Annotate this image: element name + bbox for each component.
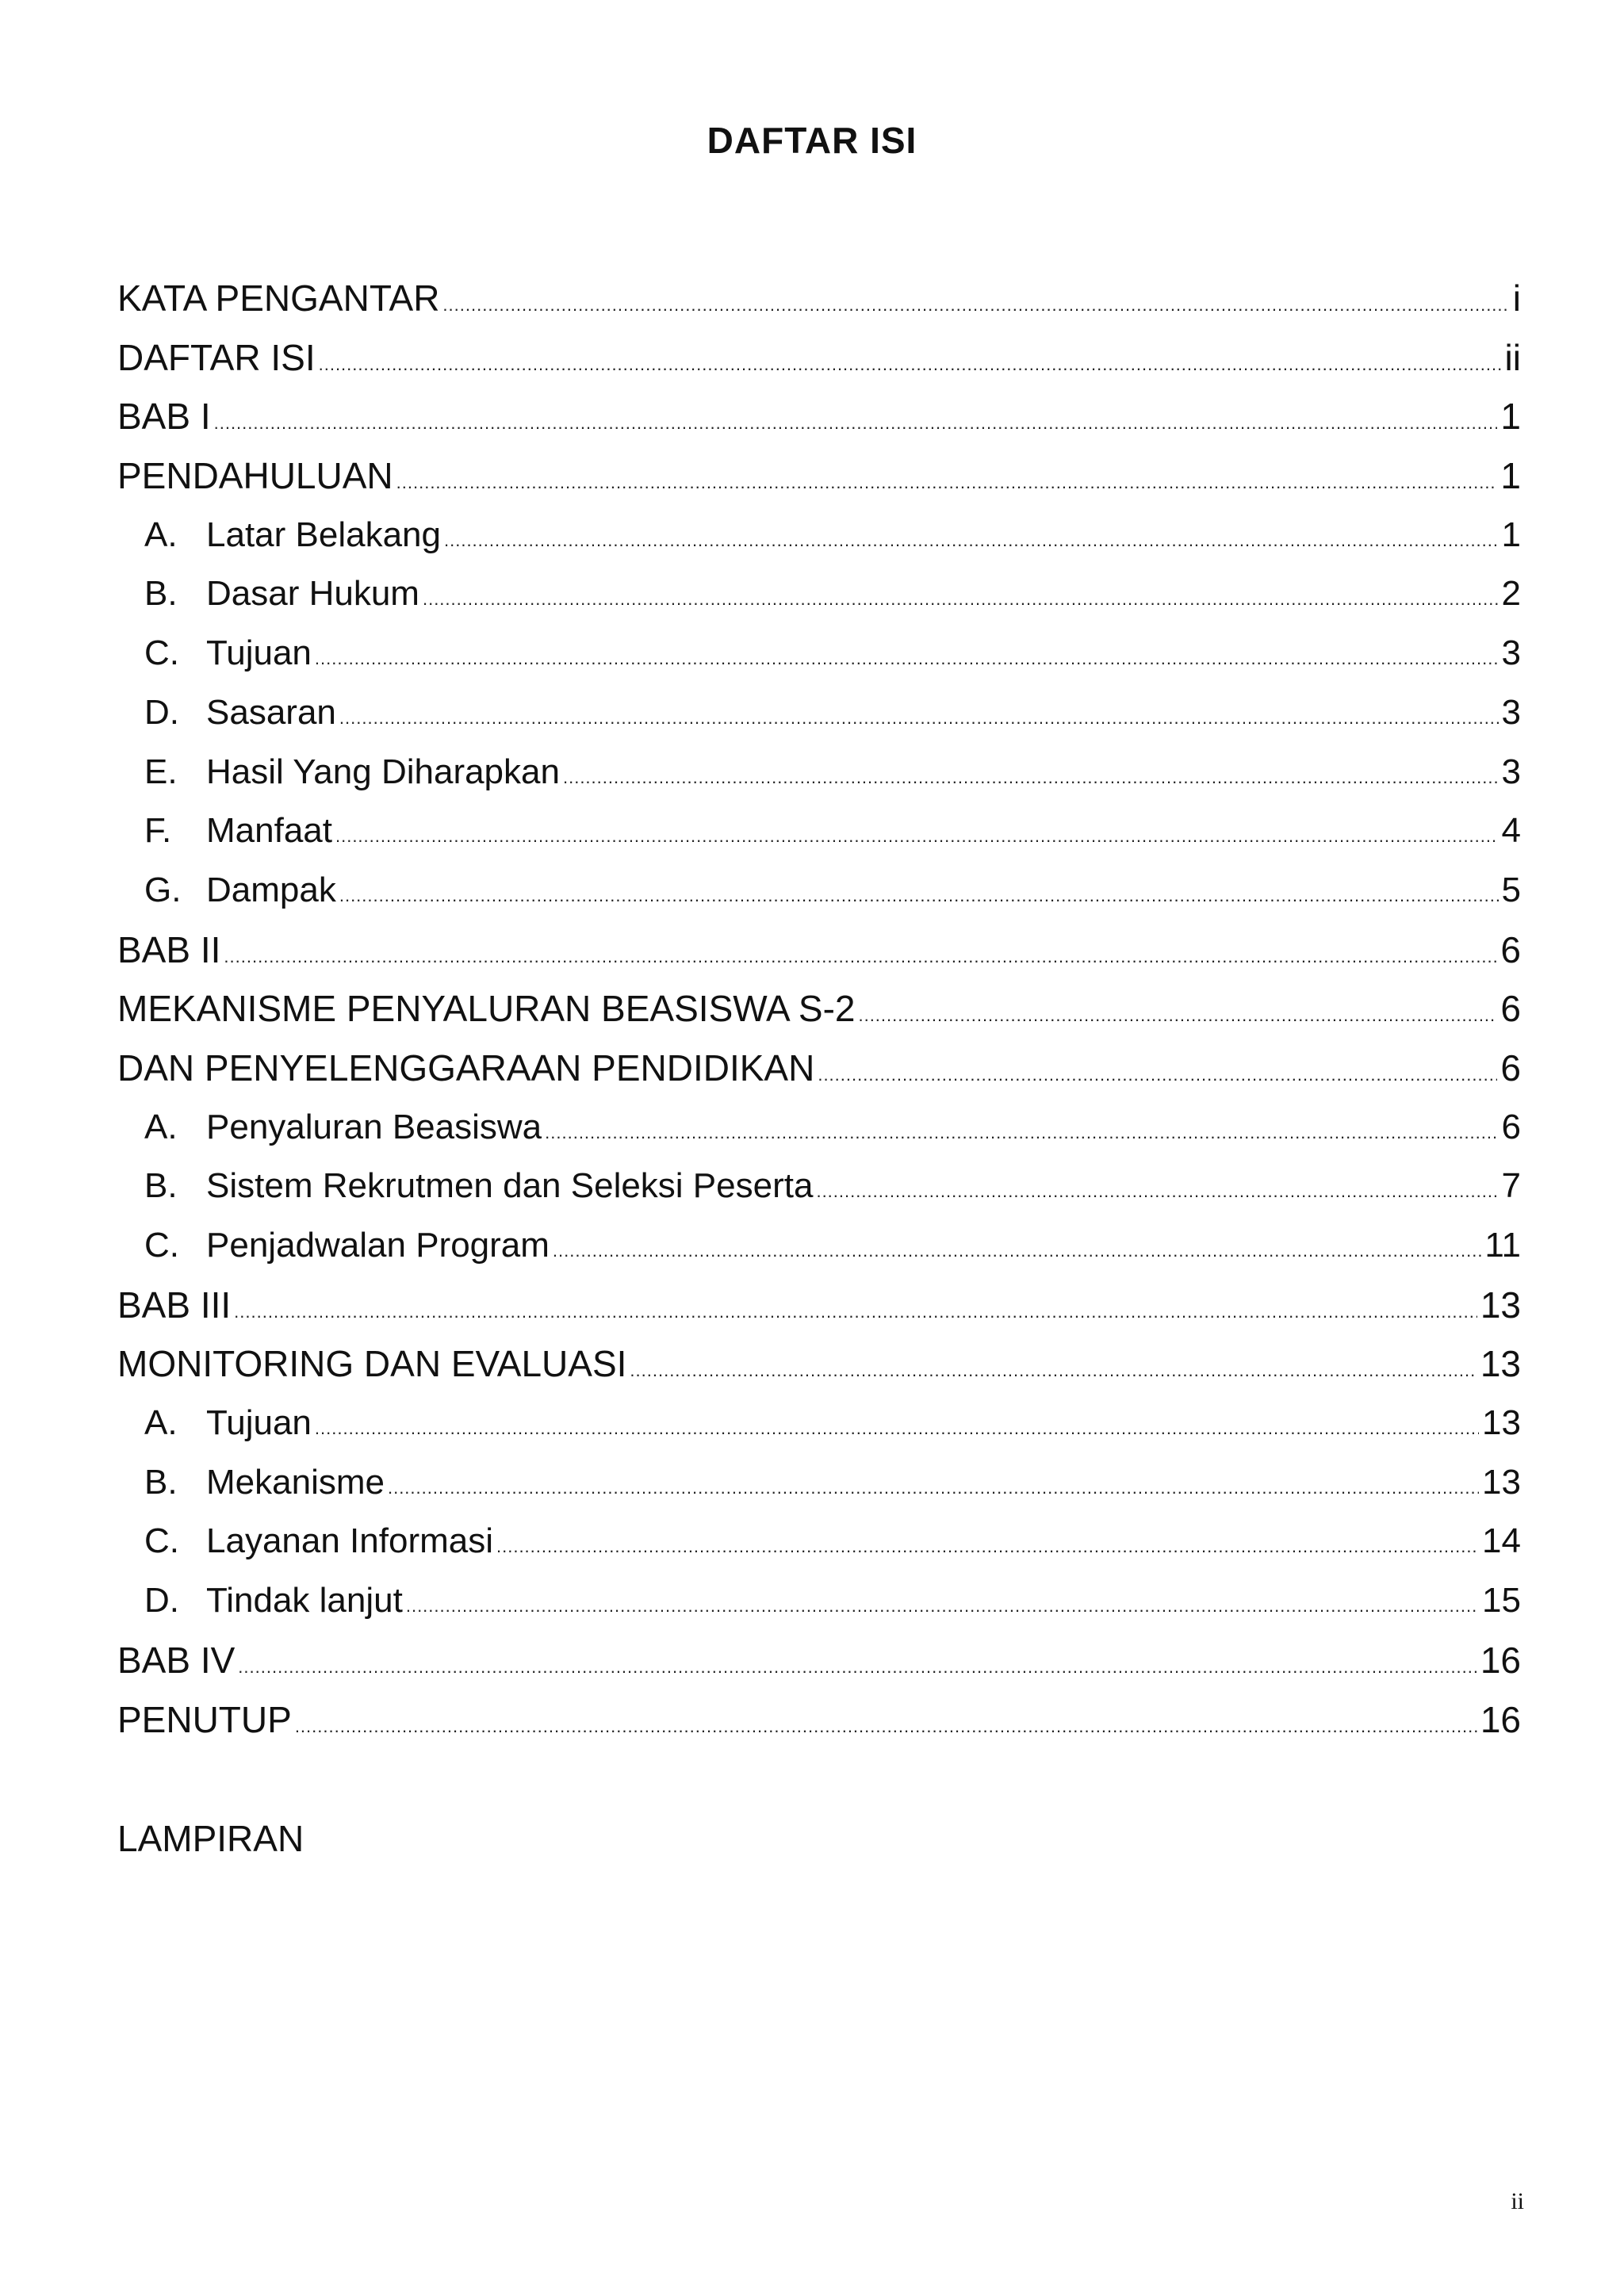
toc-entry-page-number: 1 bbox=[1500, 396, 1521, 438]
toc-entry-page-number: 1 bbox=[1500, 455, 1521, 497]
toc-entry-label: Layanan Informasi bbox=[206, 1521, 493, 1561]
dot-leader bbox=[553, 1222, 1481, 1281]
toc-entry bbox=[117, 446, 1521, 506]
toc-entry-label: PENDAHULUAN bbox=[117, 455, 393, 497]
toc-entry-page-number: 6 bbox=[1500, 1047, 1521, 1089]
toc-entry-page-number: 3 bbox=[1501, 633, 1521, 673]
toc-entry bbox=[117, 564, 1521, 624]
toc-entry bbox=[117, 506, 1521, 565]
toc-entry bbox=[117, 328, 1521, 388]
toc-entry-page-number: 3 bbox=[1501, 752, 1521, 791]
toc-entry-letter: B. bbox=[144, 1462, 178, 1502]
dot-leader bbox=[406, 1577, 1479, 1636]
toc-entry-page-number: 7 bbox=[1501, 1166, 1521, 1206]
toc-entry-letter: E. bbox=[144, 752, 178, 791]
page-title: DAFTAR ISI bbox=[707, 120, 917, 161]
toc-entry-label: Sasaran bbox=[206, 692, 336, 732]
dot-leader bbox=[295, 1697, 1477, 1757]
toc-entry-letter: F. bbox=[144, 811, 172, 851]
toc-entry bbox=[117, 1216, 1521, 1276]
toc-entry-page-number: 6 bbox=[1500, 988, 1521, 1030]
toc-entry-page-number: 16 bbox=[1480, 1639, 1521, 1681]
toc-entry-label: KATA PENGANTAR bbox=[117, 277, 440, 319]
toc-entry bbox=[117, 1453, 1521, 1513]
toc-entry-letter: G. bbox=[144, 870, 182, 909]
toc-entry-label: MEKANISME PENYALURAN BEASISWA S-2 bbox=[117, 988, 856, 1030]
toc-entry bbox=[117, 1571, 1521, 1631]
toc-entry-page-number: 15 bbox=[1482, 1581, 1521, 1621]
toc-entry bbox=[117, 624, 1521, 683]
toc-entry-label: Penjadwalan Program bbox=[206, 1226, 550, 1265]
toc-entry-page-number: ii bbox=[1504, 336, 1521, 378]
toc-entry-label: Dasar Hukum bbox=[206, 574, 419, 614]
toc-entry-label: BAB II bbox=[117, 928, 221, 970]
toc-entry bbox=[117, 979, 1521, 1039]
dot-leader bbox=[563, 748, 1499, 808]
dot-leader bbox=[396, 453, 1498, 513]
dot-leader bbox=[224, 928, 1497, 987]
toc-entry bbox=[117, 1631, 1521, 1690]
footer-page-number: ii bbox=[1511, 2188, 1524, 2214]
toc-entry-page-number: 14 bbox=[1482, 1521, 1521, 1561]
toc-entry bbox=[117, 920, 1521, 980]
toc-entry bbox=[117, 743, 1521, 802]
dot-leader bbox=[315, 1399, 1479, 1459]
toc-entry bbox=[117, 1098, 1521, 1158]
toc-entry-letter: C. bbox=[144, 1521, 179, 1561]
toc-entry bbox=[117, 1157, 1521, 1216]
toc-entry-page-number: 4 bbox=[1501, 811, 1521, 851]
toc-entry-label: Latar Belakang bbox=[206, 515, 441, 554]
toc-entry bbox=[117, 1690, 1521, 1750]
dot-leader bbox=[423, 570, 1499, 629]
dot-leader bbox=[238, 1638, 1477, 1697]
toc-entry-letter: A. bbox=[144, 515, 178, 554]
dot-leader bbox=[319, 335, 1502, 395]
table-of-contents bbox=[117, 269, 1521, 1749]
dot-leader bbox=[442, 276, 1509, 335]
toc-entry-page-number: 13 bbox=[1482, 1462, 1521, 1502]
toc-entry bbox=[117, 683, 1521, 743]
dot-leader bbox=[545, 1104, 1498, 1163]
toc-entry-label: BAB III bbox=[117, 1284, 232, 1326]
toc-entry-label: BAB I bbox=[117, 396, 211, 438]
dot-leader bbox=[496, 1517, 1479, 1577]
toc-entry-page-number: 13 bbox=[1480, 1284, 1521, 1326]
toc-entry-letter: B. bbox=[144, 1166, 178, 1206]
toc-entry-label: Mekanisme bbox=[206, 1462, 385, 1502]
toc-entry bbox=[117, 1334, 1521, 1394]
toc-entry-letter: C. bbox=[144, 1226, 179, 1265]
toc-entry-letter: B. bbox=[144, 574, 178, 614]
toc-entry bbox=[117, 802, 1521, 861]
toc-entry bbox=[117, 387, 1521, 446]
toc-entry bbox=[117, 1394, 1521, 1453]
toc-entry-label: Tujuan bbox=[206, 1403, 312, 1443]
toc-entry-page-number: 5 bbox=[1501, 870, 1521, 909]
dot-leader bbox=[444, 511, 1499, 571]
toc-entry-label: BAB IV bbox=[117, 1639, 236, 1681]
toc-entry-page-number: i bbox=[1512, 277, 1521, 319]
toc-entry-page-number: 16 bbox=[1480, 1698, 1521, 1740]
toc-entry-label: Sistem Rekrutmen dan Seleksi Peserta bbox=[206, 1166, 814, 1206]
dot-leader bbox=[339, 689, 1499, 748]
toc-entry-page-number: 2 bbox=[1501, 574, 1521, 614]
dot-leader bbox=[630, 1341, 1477, 1401]
dot-leader bbox=[388, 1459, 1479, 1518]
toc-entry-letter: D. bbox=[144, 692, 179, 732]
toc-entry-label: MONITORING DAN EVALUASI bbox=[117, 1343, 627, 1385]
toc-entry-label: Tindak lanjut bbox=[206, 1581, 403, 1621]
toc-entry-label: Penyaluran Beasiswa bbox=[206, 1107, 542, 1146]
dot-leader bbox=[339, 867, 1499, 926]
toc-entry-letter: C. bbox=[144, 633, 179, 673]
toc-entry bbox=[117, 1512, 1521, 1571]
dot-leader bbox=[214, 394, 1498, 453]
toc-entry-page-number: 3 bbox=[1501, 692, 1521, 732]
toc-entry bbox=[117, 861, 1521, 920]
toc-entry bbox=[117, 1276, 1521, 1335]
toc-entry-page-number: 1 bbox=[1501, 515, 1521, 554]
toc-entry-page-number: 13 bbox=[1480, 1343, 1521, 1385]
toc-entry-label: DAFTAR ISI bbox=[117, 336, 316, 378]
toc-entry-label: Tujuan bbox=[206, 633, 312, 673]
dot-leader bbox=[234, 1283, 1477, 1342]
toc-entry-page-number: 6 bbox=[1501, 1107, 1521, 1146]
toc-entry-page-number: 11 bbox=[1484, 1226, 1521, 1265]
toc-entry-label: Dampak bbox=[206, 870, 336, 909]
toc-entry-letter: D. bbox=[144, 1581, 179, 1621]
dot-leader bbox=[315, 629, 1499, 689]
dot-leader bbox=[335, 807, 1499, 867]
dot-leader bbox=[818, 1046, 1497, 1105]
toc-entry-label: Hasil Yang Diharapkan bbox=[206, 752, 560, 791]
toc-entry-label: DAN PENYELENGGARAAN PENDIDIKAN bbox=[117, 1047, 815, 1089]
dot-leader bbox=[858, 986, 1497, 1046]
appendix-heading: LAMPIRAN bbox=[117, 1818, 304, 1859]
toc-entry bbox=[117, 269, 1521, 328]
toc-entry-letter: A. bbox=[144, 1107, 178, 1146]
toc-entry-letter: A. bbox=[144, 1403, 178, 1443]
toc-entry-label: Manfaat bbox=[206, 811, 332, 851]
dot-leader bbox=[816, 1162, 1498, 1222]
toc-entry bbox=[117, 1039, 1521, 1098]
toc-entry-page-number: 13 bbox=[1482, 1403, 1521, 1443]
toc-entry-label: PENUTUP bbox=[117, 1698, 292, 1740]
toc-entry-page-number: 6 bbox=[1500, 928, 1521, 970]
